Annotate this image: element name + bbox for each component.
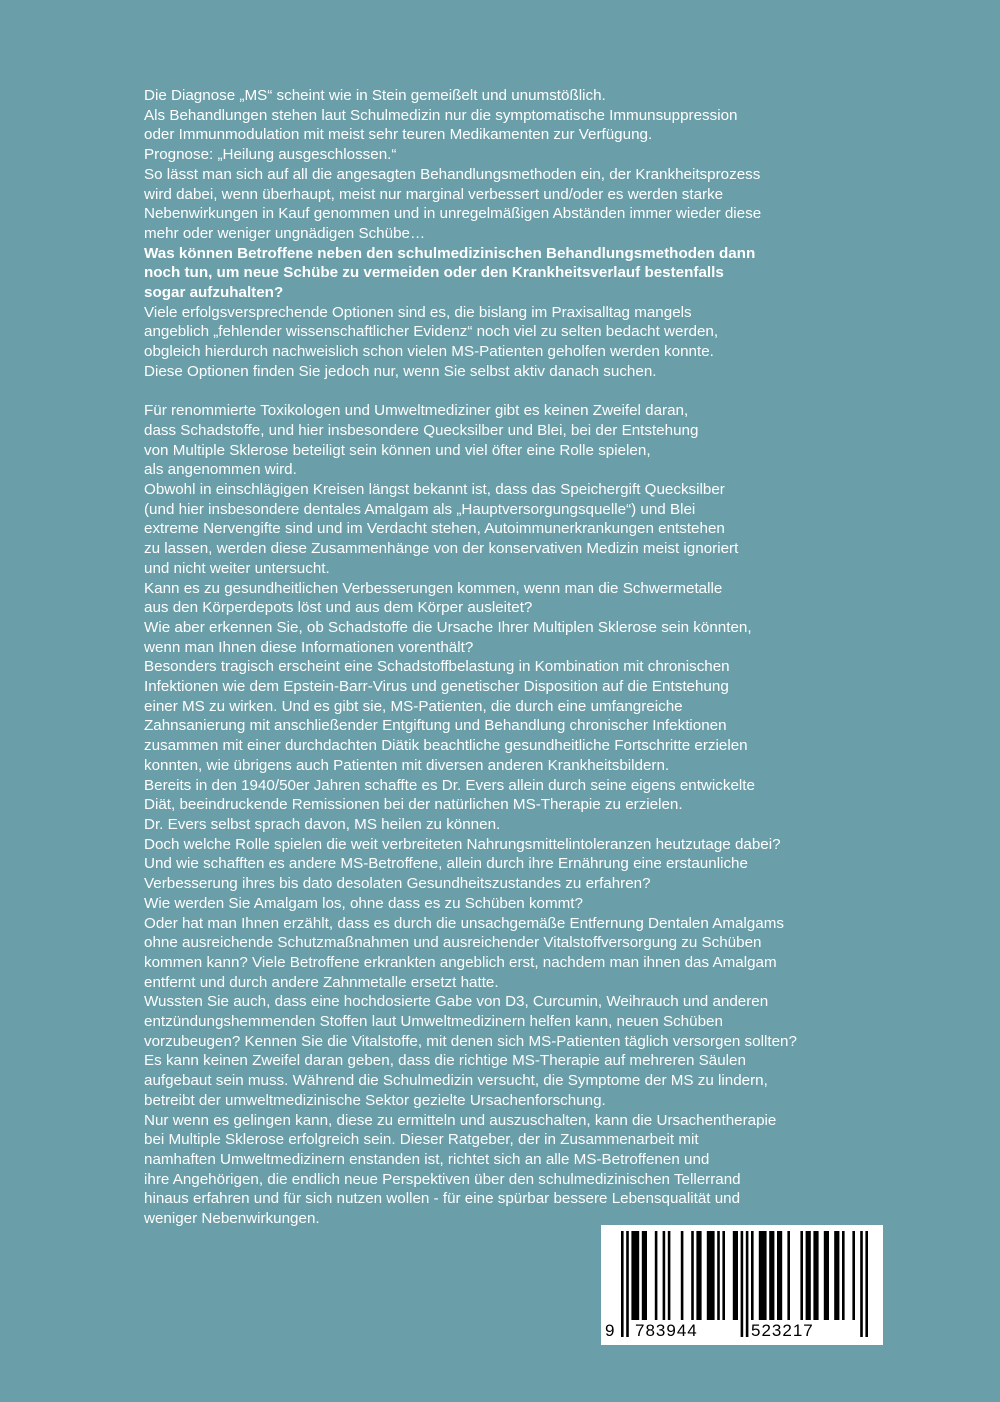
barcode-guard-bar [746, 1231, 749, 1337]
text-line: angeblich „fehlender wissenschaftlicher Evidenz“ noch viel zu selten bedacht werden, [144, 323, 719, 341]
barcode-bar [842, 1231, 845, 1320]
text-line: noch tun, um neue Schübe zu vermeiden oder den Krankheitsverlauf bestenfalls [144, 264, 724, 282]
text-line: ohne ausreichende Schutzmaßnahmen und ausreichender Vitalstoffversorgung zu Schüben [144, 934, 762, 952]
text-line: wird dabei, wenn überhaupt, meist nur marginal verbessert und/oder es werden starke [144, 185, 724, 203]
text-line: sogar aufzuhalten? [144, 284, 284, 302]
text-line: Besonders tragisch erscheint eine Schadstoffbelastung in Kombination mit chronischen [144, 658, 730, 676]
text-line: von Multiple Sklerose beteiligt sein können und viel öfter eine Rolle spielen, [144, 441, 651, 459]
text-line: Nur wenn es gelingen kann, diese zu ermitteln und auszuschalten, kann die Ursachentherapie [144, 1111, 777, 1129]
text-line: Wussten Sie auch, dass eine hochdosierte Gabe von D3, Curcumin, Weihrauch und anderen [144, 993, 769, 1011]
barcode-bar [834, 1231, 839, 1320]
text-line: Infektionen wie dem Epstein-Barr-Virus und genetischer Disposition auf die Entstehung [144, 678, 729, 696]
text-line: ihre Angehörigen, die endlich neue Perspektiven über den schulmedizinischen Tellerrand [144, 1170, 741, 1188]
barcode-bar [717, 1231, 720, 1320]
text-line: namhaften Umweltmedizinern enstanden ist, richtet sich an alle MS-Betroffenen und [144, 1150, 710, 1168]
text-line: Bereits in den 1940/50er Jahren schaffte es Dr. Evers allein durch seine eigens entwickelte [144, 776, 755, 794]
barcode-bar [769, 1231, 774, 1320]
text-line: bei Multiple Sklerose erfolgreich sein. Dieser Ratgeber, der in Zusammenarbeit mit [144, 1131, 699, 1149]
text-line: Und wie schafften es andere MS-Betroffene, allein durch ihre Ernährung eine erstaunliche [144, 855, 748, 873]
text-line: zu lassen, werden diese Zusammenhänge von der konservativen Medizin meist ignoriert [144, 540, 739, 558]
barcode-bar [668, 1231, 671, 1320]
text-line: obgleich hierdurch nachweislich schon vielen MS-Patienten geholfen werden konnte. [144, 343, 714, 361]
text-line: Es kann keinen Zweifel daran geben, dass die richtige MS-Therapie auf mehreren Säulen [144, 1052, 746, 1070]
paragraph-spacer [144, 382, 874, 402]
text-line: Oder hat man Ihnen erzählt, dass es durch die unsachgemäße Entfernung Dentalen Amalgams [144, 914, 784, 932]
barcode-guard-bar [621, 1231, 624, 1337]
text-line: vorzubeugen? Kennen Sie die Vitalstoffe, mit denen sich MS-Patienten täglich versorgen sollten? [144, 1032, 797, 1050]
text-line: (und hier insbesondere dentales Amalgam als „Hauptversorgungsquelle“) und Blei [144, 500, 696, 518]
text-line: mehr oder weniger ungnädigen Schübe… [144, 224, 426, 242]
barcode-bar [681, 1231, 684, 1320]
barcode-bar [722, 1231, 725, 1320]
barcode-bar [852, 1231, 855, 1320]
barcode-bar [759, 1231, 767, 1320]
isbn-barcode [601, 1225, 883, 1345]
text-line: Kann es zu gesundheitlichen Verbesserungen kommen, wenn man die Schwermetalle [144, 579, 723, 597]
text-line: Was können Betroffene neben den schulmedizinischen Behandlungsmethoden dann [144, 244, 756, 262]
text-line: dass Schadstoffe, und hier insbesondere Quecksilber und Blei, bei der Entstehung [144, 421, 699, 439]
text-line: Obwohl in einschlägigen Kreisen längst bekannt ist, dass das Speichergift Quecksilber [144, 481, 725, 499]
barcode-bar [800, 1231, 803, 1320]
text-line: und nicht weiter untersucht. [144, 559, 330, 577]
text-line: entfernt und durch andere Zahnmetalle ersetzt hatte. [144, 973, 499, 991]
barcode-guard-bar [626, 1231, 629, 1337]
text-line: einer MS zu wirken. Und es gibt sie, MS-Patienten, die durch eine umfangreiche [144, 697, 683, 715]
text-line: aus den Körperdepots löst und aus dem Körper ausleitet? [144, 599, 533, 617]
text-line: kommen kann? Viele Betroffene erkrankten angeblich erst, nachdem man ihnen das Amalgam [144, 953, 777, 971]
text-line: Verbesserung ihres bis dato desolaten Gesundheitszustandes zu erfahren? [144, 875, 651, 893]
barcode-bar [806, 1231, 811, 1320]
barcode-bar [824, 1231, 829, 1320]
barcode-lead-digit: 9 [605, 1321, 616, 1340]
barcode-bar [733, 1231, 738, 1320]
text-line: hinaus erfahren und für sich nutzen wollen - für eine spürbar bessere Lebensqualität und [144, 1190, 741, 1208]
text-line: Als Behandlungen stehen laut Schulmedizin nur die symptomatische Immunsuppression [144, 106, 738, 124]
barcode-bar [655, 1231, 658, 1320]
text-line: Diese Optionen finden Sie jedoch nur, wenn Sie selbst aktiv danach suchen. [144, 362, 657, 380]
text-line: Nebenwirkungen in Kauf genommen und in unregelmäßigen Abständen immer wieder diese [144, 205, 762, 223]
text-line: zusammen mit einer durchdachten Diätik beachtliche gesundheitliche Fortschritte erzielen [144, 737, 748, 755]
barcode-bar [707, 1231, 715, 1320]
text-line: Wie aber erkennen Sie, ob Schadstoffe die Ursache Ihrer Multiplen Sklerose sein könnten, [144, 618, 752, 636]
text-line: Doch welche Rolle spielen die weit verbreiteten Nahrungsmittelintoleranzen heutzutage dabei? [144, 835, 781, 853]
text-line: Prognose: „Heilung ausgeschlossen.“ [144, 146, 397, 164]
text-line: So lässt man sich auf all die angesagten Behandlungsmethoden ein, der Krankheitsprozess [144, 165, 761, 183]
text-line: wenn man Ihnen diese Informationen vorenthält? [144, 638, 474, 656]
text-line: aufgebaut sein muss. Während die Schulmedizin versucht, die Symptome der MS zu lindern, [144, 1072, 768, 1090]
text-line: Wie werden Sie Amalgam los, ohne dass es zu Schüben kommt? [144, 894, 583, 912]
barcode-guard-bar [741, 1231, 744, 1337]
text-line: oder Immunmodulation mit meist sehr teuren Medikamenten zur Verfügung. [144, 126, 653, 144]
barcode-bar [813, 1231, 818, 1320]
barcode-bar [787, 1231, 790, 1320]
barcode-bar [631, 1231, 639, 1320]
barcode-bar [663, 1231, 666, 1320]
barcode-bar [696, 1231, 701, 1320]
text-line: betreibt der umweltmedizinische Sektor gezielte Ursachenforschung. [144, 1091, 606, 1109]
text-line: Viele erfolgsversprechende Optionen sind es, die bislang im Praxisalltag mangels [144, 303, 692, 321]
text-line: Die Diagnose „MS“ scheint wie in Stein gemeißelt und unumstößlich. [144, 87, 606, 104]
text-line: entzündungshemmenden Stoffen laut Umweltmedizinern helfen kann, neuen Schüben [144, 1013, 723, 1031]
barcode-guard-bar [860, 1231, 863, 1337]
text-line: Zahnsanierung mit anschließender Entgiftung und Behandlung chronischer Infektionen [144, 717, 727, 735]
blurb-text [144, 86, 874, 1229]
text-line: als angenommen wird. [144, 461, 297, 479]
barcode-bar [642, 1231, 647, 1320]
barcode-guard-bar [865, 1231, 868, 1337]
barcode-bar [751, 1231, 754, 1320]
text-line: Für renommierte Toxikologen und Umweltmediziner gibt es keinen Zweifel daran, [144, 402, 689, 420]
barcode-left-digits: 783944 [635, 1321, 698, 1340]
text-line: Diät, beeindruckende Remissionen bei der natürlichen MS-Therapie zu erzielen. [144, 796, 683, 814]
text-line: extreme Nervengifte sind und im Verdacht stehen, Autoimmunerkrankungen entstehen [144, 520, 725, 538]
text-line: Dr. Evers selbst sprach davon, MS heilen zu können. [144, 816, 501, 833]
barcode-right-digits: 523217 [751, 1321, 814, 1340]
text-line: weniger Nebenwirkungen. [144, 1210, 320, 1228]
barcode-bar [777, 1231, 782, 1320]
text-line: konnten, wie übrigens auch Patienten mit diversen anderen Krankheitsbildern. [144, 756, 670, 774]
barcode-bar [691, 1231, 694, 1320]
